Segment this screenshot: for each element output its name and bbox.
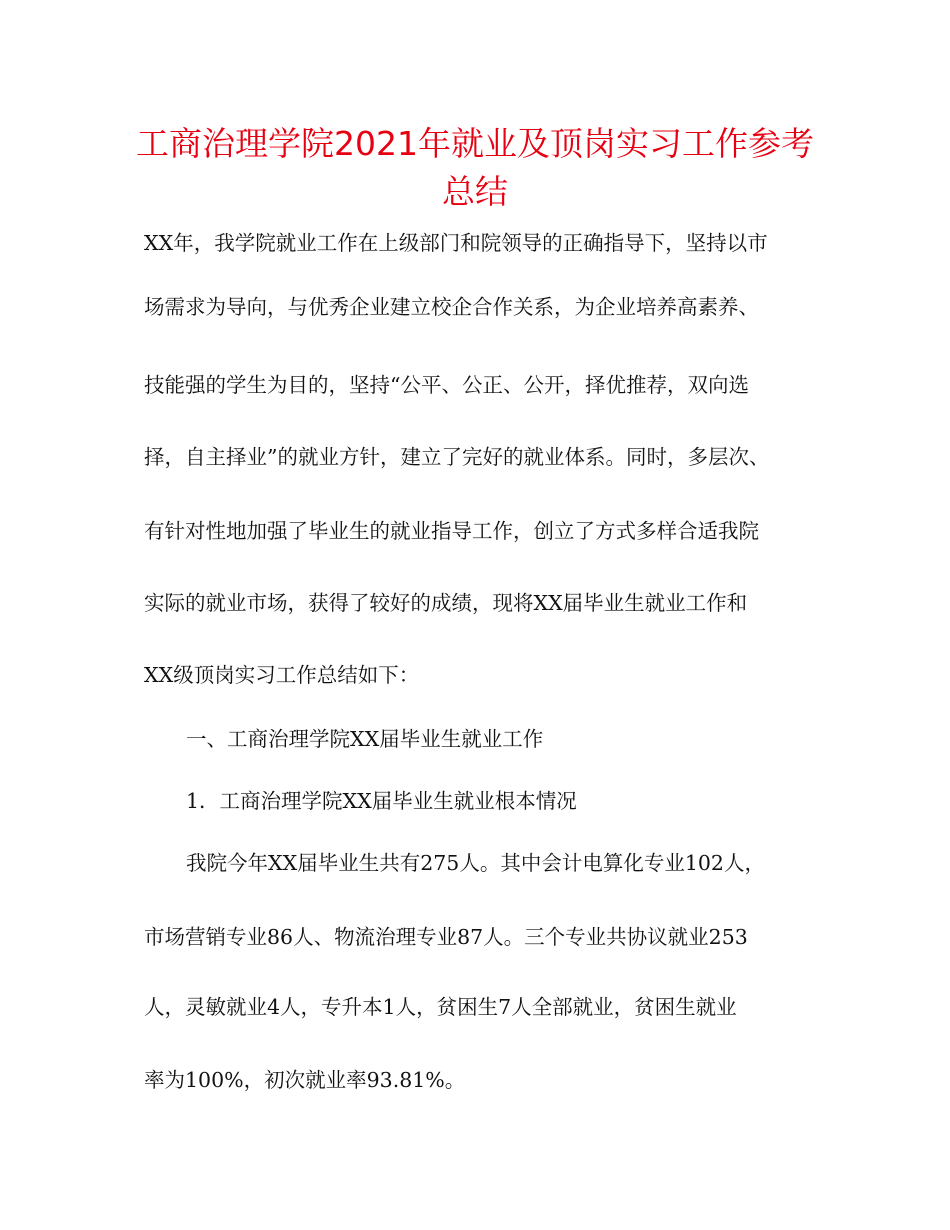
body-line-5: 有针对性地加强了毕业生的就业指导工作，创立了方式多样合适我院: [144, 519, 759, 543]
body-line-6: 实际的就业市场，获得了较好的成绩，现将XX届毕业生就业工作和: [144, 591, 748, 615]
body-line-7: XX级顶岗实习工作总结如下：: [144, 663, 420, 687]
body-line-11: 率为100%，初次就业率93.81%。: [144, 1068, 466, 1092]
document-title-line-1: 工商治理学院2021年就业及顶岗实习工作参考: [136, 124, 814, 163]
body-line-9: 市场营销专业86人、物流治理专业87人。三个专业共协议就业253: [144, 925, 748, 949]
subsection-heading-1-1: 1．工商治理学院XX届毕业生就业根本情况: [186, 789, 577, 813]
body-line-1: XX年，我学院就业工作在上级部门和院领导的正确指导下，坚持以市: [144, 231, 768, 255]
body-line-8: 我院今年XX届毕业生共有275人。其中会计电算化专业102人，: [186, 851, 765, 875]
body-line-10: 人，灵敏就业4人，专升本1人，贫困生7人全部就业，贫困生就业: [144, 995, 737, 1019]
section-heading-1: 一、工商治理学院XX届毕业生就业工作: [186, 727, 544, 751]
body-line-3: 技能强的学生为目的，坚持“公平、公正、公开，择优推荐，双向选: [144, 373, 749, 397]
document-title-line-2: 总结: [442, 172, 508, 211]
body-line-4: 择，自主择业”的就业方针，建立了完好的就业体系。同时，多层次、: [144, 445, 770, 469]
body-line-2: 场需求为导向，与优秀企业建立校企合作关系，为企业培养高素养、: [144, 295, 759, 319]
